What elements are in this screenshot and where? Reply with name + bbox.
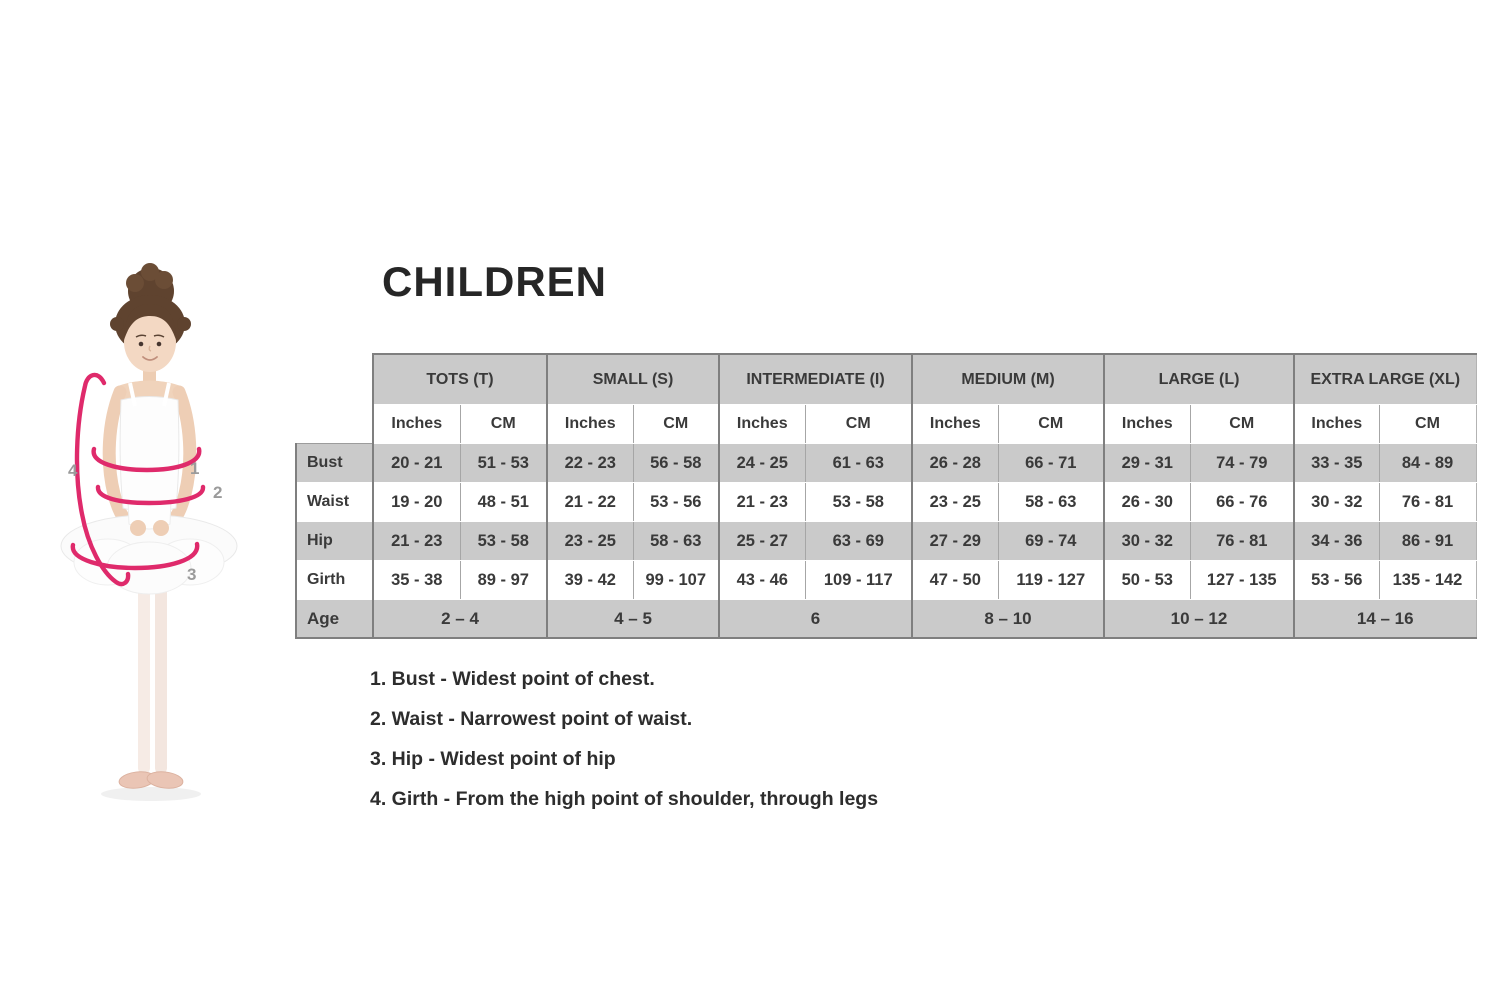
size-value-cell: 50 - 53: [1104, 561, 1190, 600]
unit-header: Inches: [719, 405, 805, 444]
size-value-cell: 33 - 35: [1294, 444, 1379, 483]
size-value-cell: 53 - 58: [805, 483, 912, 522]
size-value-cell: 63 - 69: [805, 522, 912, 561]
bun-curl: [126, 274, 144, 292]
age-value-cell: 14 – 16: [1294, 600, 1476, 639]
size-value-cell: 76 - 81: [1190, 522, 1294, 561]
row-label: Age: [296, 600, 373, 639]
size-group-header: INTERMEDIATE (I): [719, 354, 912, 405]
size-value-cell: 19 - 20: [373, 483, 460, 522]
side-curl: [177, 317, 191, 331]
measurement-note: 2. Waist - Narrowest point of waist.: [370, 708, 693, 730]
bun-curl: [141, 263, 159, 281]
size-value-cell: 23 - 25: [547, 522, 633, 561]
left-eye: [139, 342, 144, 347]
size-value-cell: 53 - 58: [460, 522, 547, 561]
head: [110, 263, 191, 372]
left-leg: [138, 580, 150, 774]
size-value-cell: 61 - 63: [805, 444, 912, 483]
size-value-cell: 86 - 91: [1379, 522, 1476, 561]
size-value-cell: 109 - 117: [805, 561, 912, 600]
size-value-cell: 47 - 50: [912, 561, 998, 600]
size-value-cell: 26 - 30: [1104, 483, 1190, 522]
size-value-cell: 84 - 89: [1379, 444, 1476, 483]
size-value-cell: 39 - 42: [547, 561, 633, 600]
unit-header: CM: [1379, 405, 1476, 444]
size-value-cell: 69 - 74: [998, 522, 1104, 561]
size-value-cell: 27 - 29: [912, 522, 998, 561]
floor-shadow: [101, 787, 201, 801]
size-value-cell: 30 - 32: [1294, 483, 1379, 522]
unit-header: Inches: [1294, 405, 1379, 444]
unit-header: Inches: [373, 405, 460, 444]
size-group-header: SMALL (S): [547, 354, 719, 405]
right-hand: [153, 520, 169, 536]
age-value-cell: 6: [719, 600, 912, 639]
size-value-cell: 23 - 25: [912, 483, 998, 522]
age-value-cell: 8 – 10: [912, 600, 1104, 639]
measurement-note: 4. Girth - From the high point of shoulder, through legs: [370, 788, 879, 810]
size-value-cell: 34 - 36: [1294, 522, 1379, 561]
size-value-cell: 66 - 76: [1190, 483, 1294, 522]
size-value-cell: 74 - 79: [1190, 444, 1294, 483]
waist-marker-number: 2: [213, 483, 223, 502]
children-size-chart-table: [295, 353, 1477, 639]
unit-header: CM: [805, 405, 912, 444]
size-value-cell: 24 - 25: [719, 444, 805, 483]
size-value-cell: 21 - 23: [719, 483, 805, 522]
measurement-note: 1. Bust - Widest point of chest.: [370, 668, 655, 690]
size-value-cell: 89 - 97: [460, 561, 547, 600]
size-chart-container: [295, 353, 1477, 639]
size-value-cell: 20 - 21: [373, 444, 460, 483]
row-label: Waist: [296, 483, 373, 522]
size-value-cell: 25 - 27: [719, 522, 805, 561]
size-value-cell: 30 - 32: [1104, 522, 1190, 561]
tutu: [61, 500, 237, 594]
age-value-cell: 4 – 5: [547, 600, 719, 639]
measurement-notes: [370, 662, 878, 822]
size-value-cell: 21 - 23: [373, 522, 460, 561]
size-group-header: MEDIUM (M): [912, 354, 1104, 405]
hip-marker-number: 3: [187, 565, 197, 584]
row-label: Bust: [296, 444, 373, 483]
unit-header: CM: [1190, 405, 1294, 444]
size-value-cell: 35 - 38: [373, 561, 460, 600]
right-leg: [155, 580, 167, 774]
side-curl: [110, 317, 124, 331]
size-value-cell: 22 - 23: [547, 444, 633, 483]
size-value-cell: 29 - 31: [1104, 444, 1190, 483]
page-title: CHILDREN: [382, 258, 607, 305]
left-hand: [130, 520, 146, 536]
ballerina-measurement-illustration: [58, 262, 263, 812]
bust-marker-number: 1: [190, 459, 200, 478]
size-value-cell: 48 - 51: [460, 483, 547, 522]
size-value-cell: 119 - 127: [998, 561, 1104, 600]
row-label: Girth: [296, 561, 373, 600]
unit-header: Inches: [912, 405, 998, 444]
row-label: Hip: [296, 522, 373, 561]
unit-header: Inches: [547, 405, 633, 444]
size-value-cell: 58 - 63: [998, 483, 1104, 522]
size-value-cell: 127 - 135: [1190, 561, 1294, 600]
size-value-cell: 21 - 22: [547, 483, 633, 522]
size-value-cell: 51 - 53: [460, 444, 547, 483]
size-value-cell: 58 - 63: [633, 522, 719, 561]
age-value-cell: 10 – 12: [1104, 600, 1294, 639]
right-eye: [157, 342, 162, 347]
size-value-cell: 99 - 107: [633, 561, 719, 600]
size-group-header: EXTRA LARGE (XL): [1294, 354, 1476, 405]
measurement-note: 3. Hip - Widest point of hip: [370, 748, 616, 770]
size-value-cell: 76 - 81: [1379, 483, 1476, 522]
size-value-cell: 56 - 58: [633, 444, 719, 483]
size-group-header: LARGE (L): [1104, 354, 1294, 405]
table-corner-spacer: [296, 354, 373, 444]
girth-marker-number: 4: [68, 461, 78, 480]
unit-header: CM: [633, 405, 719, 444]
size-value-cell: 53 - 56: [633, 483, 719, 522]
size-value-cell: 66 - 71: [998, 444, 1104, 483]
unit-header: CM: [998, 405, 1104, 444]
unit-header: Inches: [1104, 405, 1190, 444]
age-value-cell: 2 – 4: [373, 600, 547, 639]
leotard: [120, 397, 179, 513]
size-group-header: TOTS (T): [373, 354, 547, 405]
unit-header: CM: [460, 405, 547, 444]
ballerina-figure: [58, 262, 263, 812]
size-value-cell: 26 - 28: [912, 444, 998, 483]
size-value-cell: 43 - 46: [719, 561, 805, 600]
size-value-cell: 135 - 142: [1379, 561, 1476, 600]
size-value-cell: 53 - 56: [1294, 561, 1379, 600]
